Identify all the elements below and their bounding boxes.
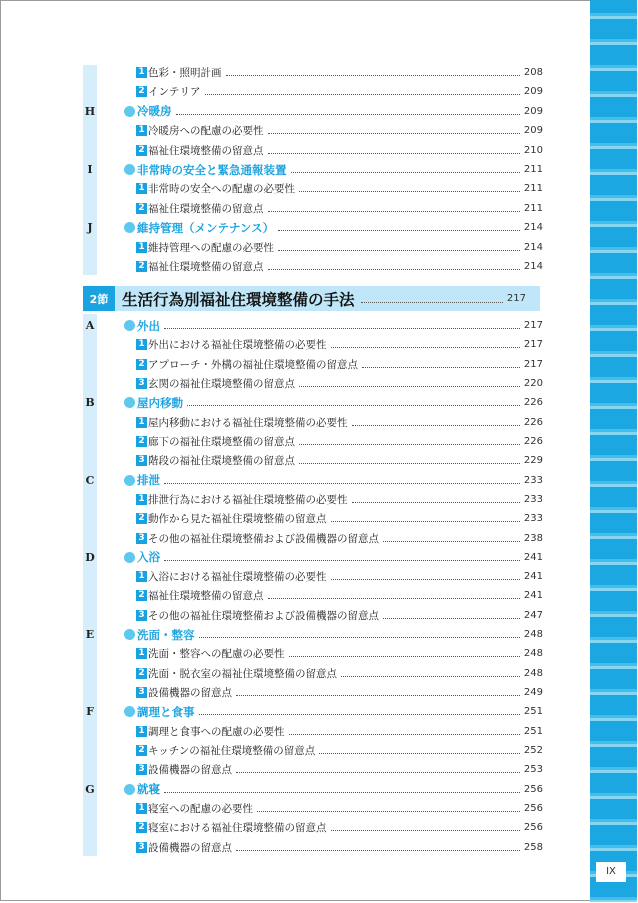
leader-dots xyxy=(352,502,520,503)
leader-dots xyxy=(331,579,520,580)
item-title: 外出における福祉住環境整備の必要性 xyxy=(148,339,327,352)
page-number: IX xyxy=(596,862,626,882)
toc-item-entry[interactable] xyxy=(136,179,543,198)
toc-item-entry[interactable] xyxy=(136,490,543,509)
bullet-circle-icon xyxy=(124,552,135,563)
toc-section-entry[interactable] xyxy=(124,702,543,721)
page-ref: 209 xyxy=(523,125,543,137)
section-letter: A xyxy=(85,319,95,332)
chapter-title: 生活行為別福祉住環境整備の手法 xyxy=(122,290,355,309)
leader-dots xyxy=(226,75,520,76)
item-title: 入浴における福祉住環境整備の必要性 xyxy=(148,571,327,584)
section-letter: B xyxy=(85,396,95,410)
section-title: 洗面・整容 xyxy=(137,627,195,642)
leader-dots xyxy=(331,347,520,348)
section-letter: F xyxy=(86,705,94,719)
toc-item-entry[interactable] xyxy=(136,838,543,857)
item-title: 屋内移動における福祉住環境整備の必要性 xyxy=(148,416,348,429)
page-ref: 251 xyxy=(523,725,543,737)
item-title: 設備機器の留意点 xyxy=(148,841,232,854)
page-ref: 248 xyxy=(523,648,543,660)
item-number-badge: 3 xyxy=(136,533,147,544)
page-ref: 241 xyxy=(523,571,543,583)
item-title: 福祉住環境整備の留意点 xyxy=(148,261,264,273)
page-ref: 220 xyxy=(523,377,543,389)
leader-dots xyxy=(164,560,520,561)
page-ref: 248 xyxy=(523,629,543,641)
toc-item-entry[interactable] xyxy=(136,567,543,586)
item-number-badge: 1 xyxy=(136,417,147,428)
item-number-badge: 3 xyxy=(136,764,147,775)
toc-section-entry[interactable] xyxy=(124,316,543,335)
item-title: 福祉住環境整備の留意点 xyxy=(148,202,264,215)
leader-dots xyxy=(199,637,520,638)
section-letter: E xyxy=(85,628,95,642)
item-number-badge: 2 xyxy=(136,145,147,156)
item-title: 寝室への配慮の必要性 xyxy=(148,803,253,815)
item-number-badge: 3 xyxy=(136,610,147,621)
item-title: キッチンの福祉住環境整備の留意点 xyxy=(148,745,316,758)
chapter-heading[interactable] xyxy=(83,286,540,311)
section-letter: I xyxy=(87,163,93,176)
item-title: 設備機器の留意点 xyxy=(148,687,232,700)
leader-dots xyxy=(289,656,520,657)
decorative-side-strip xyxy=(590,0,637,902)
leader-dots xyxy=(291,172,520,173)
page-ref: 247 xyxy=(523,609,543,621)
bullet-circle-icon xyxy=(124,475,135,486)
toc-section-entry[interactable] xyxy=(124,625,543,644)
toc-item-entry[interactable] xyxy=(136,529,543,548)
leader-dots xyxy=(361,302,503,303)
item-title: 非常時の安全への配慮の必要性 xyxy=(148,183,295,196)
page-ref: 251 xyxy=(523,706,543,718)
toc-item-entry[interactable] xyxy=(136,644,543,663)
leader-dots xyxy=(268,153,520,154)
toc-section-entry[interactable] xyxy=(124,780,543,799)
section-letter: H xyxy=(84,104,96,118)
leader-dots xyxy=(164,483,520,484)
item-title: 廊下の福祉住環境整備の留意点 xyxy=(148,435,295,448)
toc-section-entry[interactable] xyxy=(124,393,543,412)
leader-dots xyxy=(331,521,520,522)
section-letter: D xyxy=(85,550,95,564)
toc-item-entry[interactable] xyxy=(136,509,543,528)
item-number-badge: 2 xyxy=(136,513,147,524)
page-ref: 209 xyxy=(523,86,543,98)
section-title: 就寝 xyxy=(137,782,160,797)
page-ref: 258 xyxy=(523,841,543,853)
item-number-badge: 2 xyxy=(136,745,147,756)
leader-dots xyxy=(299,463,520,464)
bullet-circle-icon xyxy=(124,706,135,717)
page-ref: 256 xyxy=(523,803,543,814)
leader-dots xyxy=(164,328,520,329)
item-number-badge: 3 xyxy=(136,455,147,466)
item-number-badge: 2 xyxy=(136,359,147,370)
item-number-badge: 2 xyxy=(136,436,147,447)
leader-dots xyxy=(268,211,520,212)
toc-item-entry[interactable] xyxy=(136,432,543,451)
section-title: 調理と食事 xyxy=(137,704,195,719)
bullet-circle-icon xyxy=(124,784,135,795)
item-title: 寝室における福祉住環境整備の留意点 xyxy=(148,822,327,835)
section-title: 維持管理（メンテナンス） xyxy=(137,220,275,235)
page-ref: 211 xyxy=(523,183,543,195)
leader-dots xyxy=(187,405,520,406)
item-title: 洗面・脱衣室の福祉住環境整備の留意点 xyxy=(148,667,337,680)
leader-dots xyxy=(164,792,520,793)
section-title: 入浴 xyxy=(137,550,160,565)
item-number-badge: 2 xyxy=(136,86,147,97)
item-title: 設備機器の留意点 xyxy=(148,764,232,777)
item-title: 色彩・照明計画 xyxy=(148,67,222,79)
toc-section-entry[interactable] xyxy=(124,548,543,567)
item-title: アプローチ・外構の福祉住環境整備の留意点 xyxy=(148,358,358,371)
toc-item-entry[interactable] xyxy=(136,335,543,354)
item-title: 調理と食事への配慮の必要性 xyxy=(148,725,285,738)
item-number-badge: 1 xyxy=(136,339,147,350)
page-ref: 241 xyxy=(523,551,543,563)
item-title: 排泄行為における福祉住環境整備の必要性 xyxy=(148,493,348,506)
page-ref: 256 xyxy=(523,822,543,834)
page-ref: 252 xyxy=(523,745,543,757)
page-ref: 241 xyxy=(523,590,543,602)
page-ref: 238 xyxy=(523,532,543,544)
toc-item-entry[interactable] xyxy=(136,413,543,432)
item-title: インテリア xyxy=(148,86,201,99)
bullet-circle-icon xyxy=(124,629,135,640)
section-title: 排泄 xyxy=(137,473,160,488)
leader-dots xyxy=(341,676,520,677)
toc-section-entry[interactable] xyxy=(124,160,543,179)
item-title: その他の福祉住環境整備および設備機器の留意点 xyxy=(148,532,379,545)
item-number-badge: 1 xyxy=(136,648,147,659)
section-letter: J xyxy=(87,221,93,235)
item-title: 維持管理への配慮の必要性 xyxy=(148,241,274,254)
page-ref: 210 xyxy=(523,144,543,156)
page-ref: 248 xyxy=(523,667,543,679)
item-number-badge: 1 xyxy=(136,67,147,78)
chapter-page: 217 xyxy=(506,293,526,304)
toc-item-entry[interactable] xyxy=(136,799,543,818)
leader-dots xyxy=(299,444,520,445)
bullet-circle-icon xyxy=(124,397,135,408)
leader-dots xyxy=(289,734,520,735)
toc-item-entry[interactable] xyxy=(136,818,543,837)
section-title: 外出 xyxy=(137,318,160,333)
toc-item-entry[interactable] xyxy=(136,683,543,702)
item-title: 福祉住環境整備の留意点 xyxy=(148,144,264,157)
toc-item-entry[interactable] xyxy=(136,606,543,625)
leader-dots xyxy=(236,850,520,851)
toc-item-entry[interactable] xyxy=(136,586,543,605)
page-ref: 208 xyxy=(523,67,543,78)
leader-dots xyxy=(268,133,520,134)
leader-dots xyxy=(299,191,520,192)
page-ref: 233 xyxy=(523,493,543,505)
chapter-badge: 2節 xyxy=(83,286,115,311)
item-title: 動作から見た福祉住環境整備の留意点 xyxy=(148,513,327,526)
page-ref: 214 xyxy=(523,261,543,272)
leader-dots xyxy=(299,386,520,387)
item-number-badge: 1 xyxy=(136,183,147,194)
leader-dots xyxy=(383,618,520,619)
item-number-badge: 2 xyxy=(136,261,147,272)
page-ref: 214 xyxy=(523,222,543,234)
section-title: 屋内移動 xyxy=(137,395,183,410)
bullet-circle-icon xyxy=(124,164,135,175)
toc-item-entry[interactable] xyxy=(136,741,543,760)
leader-dots xyxy=(268,269,520,270)
section-title: 冷暖房 xyxy=(137,104,172,119)
item-number-badge: 1 xyxy=(136,571,147,582)
page-ref: 217 xyxy=(523,320,543,331)
toc-item-entry[interactable] xyxy=(136,121,543,140)
section-letter: C xyxy=(85,473,95,487)
toc-item-entry[interactable] xyxy=(136,722,543,741)
item-number-badge: 1 xyxy=(136,125,147,136)
toc-item-entry[interactable] xyxy=(136,664,543,683)
page-ref: 211 xyxy=(523,202,543,214)
item-title: 福祉住環境整備の留意点 xyxy=(148,590,264,603)
bullet-circle-icon xyxy=(124,106,135,117)
page-ref: 253 xyxy=(523,764,543,776)
page-ref: 249 xyxy=(523,687,543,699)
page-ref: 233 xyxy=(523,513,543,525)
item-number-badge: 2 xyxy=(136,822,147,833)
section-letter: G xyxy=(85,782,95,796)
toc-item-entry[interactable] xyxy=(136,199,543,218)
item-number-badge: 3 xyxy=(136,842,147,853)
page-ref: 233 xyxy=(523,474,543,486)
toc-section-entry[interactable] xyxy=(124,471,543,490)
item-number-badge: 2 xyxy=(136,668,147,679)
toc-section-entry[interactable] xyxy=(124,218,543,237)
bullet-circle-icon xyxy=(124,320,135,331)
item-title: 階段の福祉住環境整備の留意点 xyxy=(148,455,295,468)
leader-dots xyxy=(236,695,520,696)
page-ref: 226 xyxy=(523,397,543,409)
item-title: 玄関の福祉住環境整備の留意点 xyxy=(148,377,295,390)
leader-dots xyxy=(331,830,520,831)
item-number-badge: 1 xyxy=(136,726,147,737)
toc-item-entry[interactable] xyxy=(136,238,543,257)
toc-item-entry[interactable] xyxy=(136,760,543,779)
toc-item-entry[interactable] xyxy=(136,374,543,393)
toc-item-entry[interactable] xyxy=(136,451,543,470)
page-ref: 214 xyxy=(523,241,543,253)
leader-dots xyxy=(205,94,520,95)
leader-dots xyxy=(199,714,520,715)
leader-dots xyxy=(176,114,520,115)
page-ref: 211 xyxy=(523,164,543,175)
leader-dots xyxy=(362,367,520,368)
toc-item-entry[interactable] xyxy=(136,257,543,276)
toc-item-entry[interactable] xyxy=(136,355,543,374)
section-title: 非常時の安全と緊急通報装置 xyxy=(137,162,287,177)
toc-item-entry[interactable] xyxy=(136,63,543,82)
item-title: 洗面・整容への配慮の必要性 xyxy=(148,648,285,661)
item-title: その他の福祉住環境整備および設備機器の留意点 xyxy=(148,609,379,622)
leader-dots xyxy=(352,425,520,426)
item-number-badge: 1 xyxy=(136,803,147,814)
item-number-badge: 2 xyxy=(136,203,147,214)
page-ref: 217 xyxy=(523,358,543,370)
leader-dots xyxy=(257,811,520,812)
page-ref: 229 xyxy=(523,455,543,467)
bullet-circle-icon xyxy=(124,222,135,233)
item-number-badge: 1 xyxy=(136,242,147,253)
page-ref: 217 xyxy=(523,339,543,351)
page-ref: 256 xyxy=(523,783,543,795)
item-number-badge: 3 xyxy=(136,378,147,389)
item-number-badge: 3 xyxy=(136,687,147,698)
leader-dots xyxy=(278,230,520,231)
page-ref: 226 xyxy=(523,416,543,428)
page-ref: 209 xyxy=(523,105,543,117)
leader-dots xyxy=(268,598,520,599)
leader-dots xyxy=(278,250,520,251)
toc-section-entry[interactable] xyxy=(124,102,543,121)
page-ref: 226 xyxy=(523,435,543,447)
toc-item-entry[interactable] xyxy=(136,141,543,160)
leader-dots xyxy=(383,541,520,542)
leader-dots xyxy=(319,753,520,754)
toc-item-entry[interactable] xyxy=(136,82,543,101)
leader-dots xyxy=(236,772,520,773)
item-number-badge: 1 xyxy=(136,494,147,505)
item-number-badge: 2 xyxy=(136,590,147,601)
item-title: 冷暖房への配慮の必要性 xyxy=(148,125,264,138)
